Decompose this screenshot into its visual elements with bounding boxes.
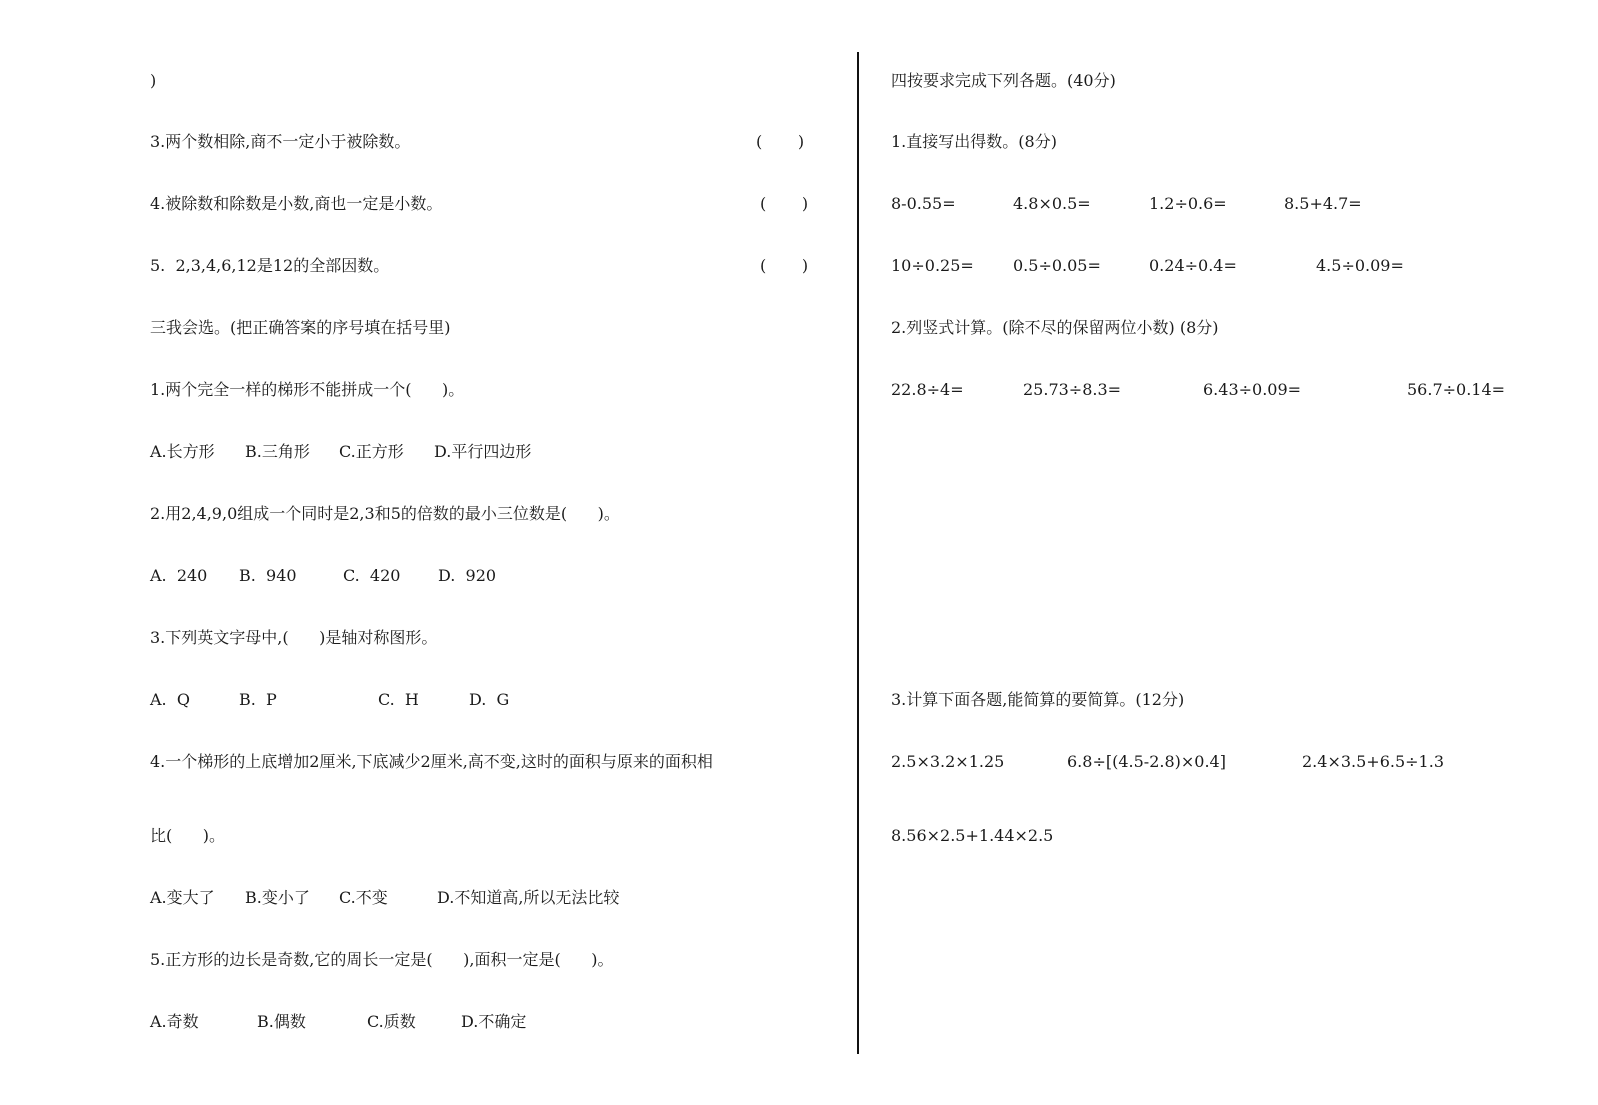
choice-question-2: 2.用2,4,9,0组成一个同时是2,3和5的倍数的最小三位数是( )。 — [150, 504, 620, 523]
choice-option: C.不变 — [339, 888, 388, 907]
choice-option: A.奇数 — [150, 1012, 199, 1031]
choice-option: A.变大了 — [150, 888, 215, 907]
vertical-calc-item: 22.8÷4= — [891, 380, 964, 399]
choice-option: D. G — [469, 690, 510, 709]
choice-option: B.变小了 — [245, 888, 310, 907]
vertical-calc-item: 6.43÷0.09= — [1203, 380, 1302, 399]
choice-option: C.正方形 — [339, 442, 404, 461]
simplify-calc-item: 8.56×2.5+1.44×2.5 — [891, 826, 1054, 845]
section-4-title: 四按要求完成下列各题。(40分) — [891, 71, 1116, 90]
oral-calc-item: 10÷0.25= — [891, 256, 974, 275]
answer-blank[interactable]: ( ) — [760, 256, 809, 275]
oral-calc-item: 8-0.55= — [891, 194, 956, 213]
choice-option: C. 420 — [343, 566, 401, 585]
choice-option: D.不知道高,所以无法比较 — [437, 888, 620, 907]
vertical-calc-item: 56.7÷0.14= — [1407, 380, 1506, 399]
choice-question-4-cont: 比( )。 — [150, 826, 226, 845]
choice-option: A.长方形 — [150, 442, 215, 461]
choice-option: D. 920 — [438, 566, 497, 585]
choice-option: B. P — [239, 690, 277, 709]
judge-question-4: 4.被除数和除数是小数,商也一定是小数。 — [150, 194, 443, 213]
choice-question-3: 3.下列英文字母中,( )是轴对称图形。 — [150, 628, 438, 647]
answer-blank[interactable]: ( ) — [760, 194, 809, 213]
judge-question-5: 5. 2,3,4,6,12是12的全部因数。 — [150, 256, 390, 275]
choice-option: B.偶数 — [257, 1012, 306, 1031]
oral-calc-item: 0.24÷0.4= — [1149, 256, 1237, 275]
oral-calc-item: 4.5÷0.09= — [1316, 256, 1404, 275]
section-3-title: 三我会选。(把正确答案的序号填在括号里) — [150, 318, 451, 337]
simplify-calc-item: 2.5×3.2×1.25 — [891, 752, 1005, 771]
choice-option: D.不确定 — [461, 1012, 527, 1031]
choice-question-5: 5.正方形的边长是奇数,它的周长一定是( ),面积一定是( )。 — [150, 950, 614, 969]
answer-blank[interactable]: ( ) — [756, 132, 805, 151]
choice-question-4: 4.一个梯形的上底增加2厘米,下底减少2厘米,高不变,这时的面积与原来的面积相 — [150, 752, 713, 771]
part-3-title: 3.计算下面各题,能简算的要简算。(12分) — [891, 690, 1185, 709]
column-divider — [857, 52, 859, 1054]
choice-option: B.三角形 — [245, 442, 310, 461]
oral-calc-item: 4.8×0.5= — [1013, 194, 1091, 213]
simplify-calc-item: 6.8÷[(4.5-2.8)×0.4] — [1067, 752, 1226, 771]
choice-option: A. 240 — [150, 566, 208, 585]
simplify-calc-item: 2.4×3.5+6.5÷1.3 — [1302, 752, 1444, 771]
choice-option: A. Q — [150, 690, 190, 709]
choice-option: C.质数 — [367, 1012, 416, 1031]
part-1-title: 1.直接写出得数。(8分) — [891, 132, 1057, 151]
choice-question-1: 1.两个完全一样的梯形不能拼成一个( )。 — [150, 380, 465, 399]
vertical-calc-item: 25.73÷8.3= — [1023, 380, 1122, 399]
choice-option: B. 940 — [239, 566, 297, 585]
fragment-paren: ) — [150, 71, 157, 90]
choice-option: C. H — [378, 690, 419, 709]
judge-question-3: 3.两个数相除,商不一定小于被除数。 — [150, 132, 411, 151]
part-2-title: 2.列竖式计算。(除不尽的保留两位小数) (8分) — [891, 318, 1219, 337]
choice-option: D.平行四边形 — [434, 442, 532, 461]
oral-calc-item: 0.5÷0.05= — [1013, 256, 1101, 275]
oral-calc-item: 8.5+4.7= — [1284, 194, 1362, 213]
oral-calc-item: 1.2÷0.6= — [1149, 194, 1227, 213]
